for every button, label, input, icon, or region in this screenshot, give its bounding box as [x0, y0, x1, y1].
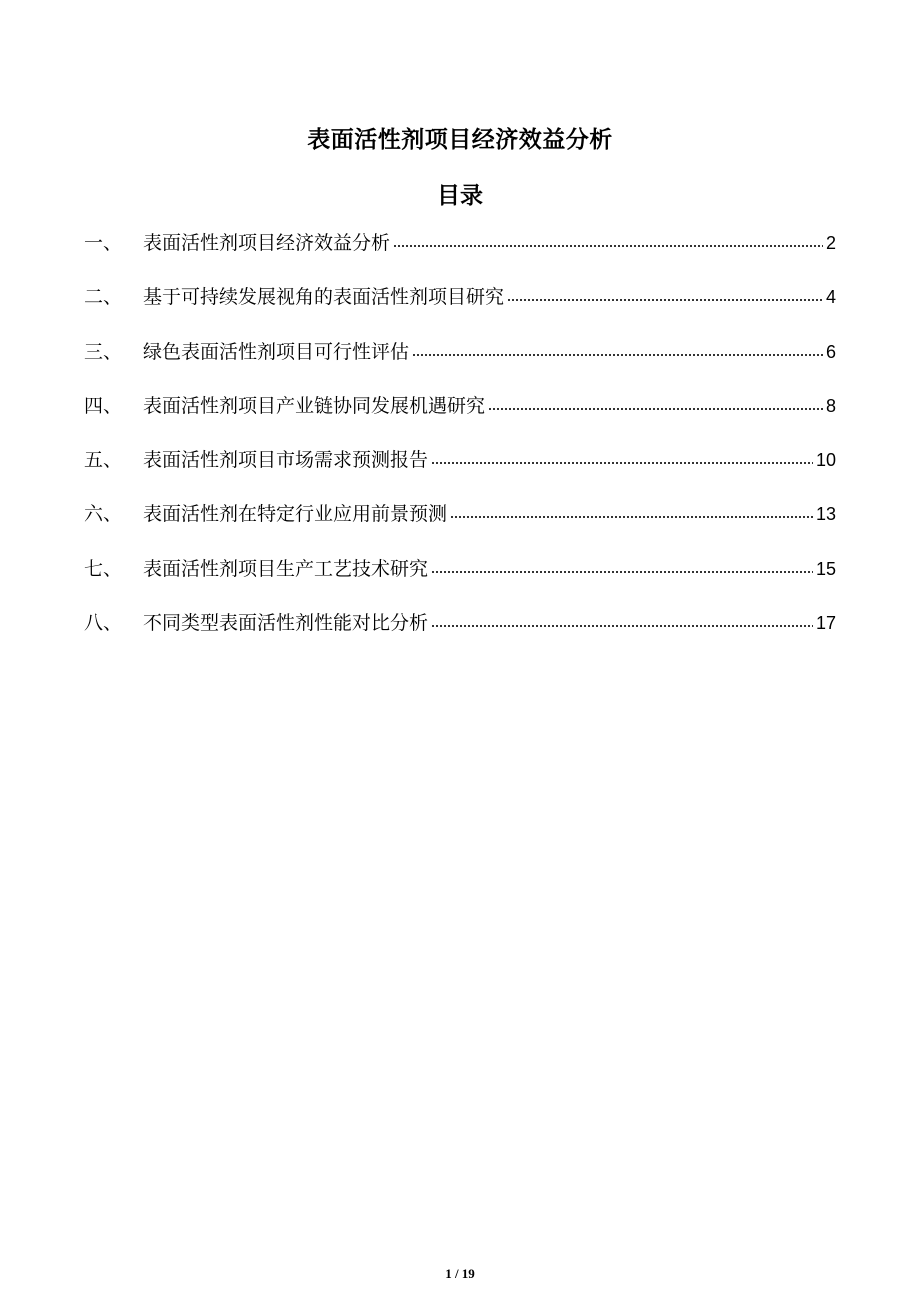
toc-dot-leader [393, 243, 823, 249]
toc-entry-3[interactable] [84, 339, 836, 366]
toc-entry-page: 10 [815, 450, 836, 471]
toc-entry-title: 表面活性剂项目经济效益分析 [143, 232, 391, 254]
toc-entry-6[interactable] [84, 501, 836, 528]
toc-entry-page: 4 [825, 287, 836, 308]
toc-entry-title: 表面活性剂项目产业链协同发展机遇研究 [143, 394, 486, 417]
toc-entry-title: 表面活性剂项目生产工艺技术研究 [143, 557, 429, 580]
toc-dot-leader [412, 352, 823, 358]
toc-entry-number: 六、 [84, 503, 123, 526]
table-of-contents [84, 230, 836, 664]
toc-entry-2[interactable] [84, 284, 836, 311]
toc-heading: 目录 [437, 183, 483, 209]
page-number-footer: 1 / 19 [445, 1266, 475, 1281]
toc-entry-page: 6 [825, 341, 836, 362]
toc-entry-page: 13 [815, 504, 836, 525]
toc-entry-number: 三、 [84, 340, 123, 363]
toc-entry-number: 四、 [84, 394, 123, 417]
toc-dot-leader [450, 514, 813, 520]
toc-dot-leader [431, 623, 813, 629]
toc-entry-number: 八、 [84, 612, 123, 635]
toc-entry-number: 一、 [84, 232, 123, 254]
toc-entry-title: 表面活性剂在特定行业应用前景预测 [143, 503, 448, 526]
toc-entry-number: 五、 [84, 449, 123, 472]
toc-entry-page: 8 [825, 395, 836, 416]
toc-entry-title: 不同类型表面活性剂性能对比分析 [143, 612, 429, 635]
toc-entry-4[interactable] [84, 393, 836, 420]
toc-entry-number: 七、 [84, 557, 123, 580]
toc-entry-page: 2 [825, 233, 836, 253]
toc-entry-number: 二、 [84, 286, 123, 309]
toc-entry-8[interactable] [84, 610, 836, 637]
toc-entry-title: 绿色表面活性剂项目可行性评估 [143, 340, 410, 363]
toc-entry-5[interactable] [84, 447, 836, 474]
toc-dot-leader [431, 460, 813, 466]
toc-entry-page: 17 [815, 613, 836, 634]
toc-dot-leader [431, 569, 813, 575]
toc-entry-page: 15 [815, 558, 836, 579]
toc-entry-7[interactable] [84, 556, 836, 583]
toc-entry-1[interactable] [84, 230, 836, 257]
toc-entry-title: 表面活性剂项目市场需求预测报告 [143, 449, 429, 472]
document-title: 表面活性剂项目经济效益分析 [307, 127, 613, 153]
toc-dot-leader [507, 297, 823, 303]
toc-dot-leader [488, 406, 823, 412]
toc-entry-title: 基于可持续发展视角的表面活性剂项目研究 [143, 286, 505, 309]
